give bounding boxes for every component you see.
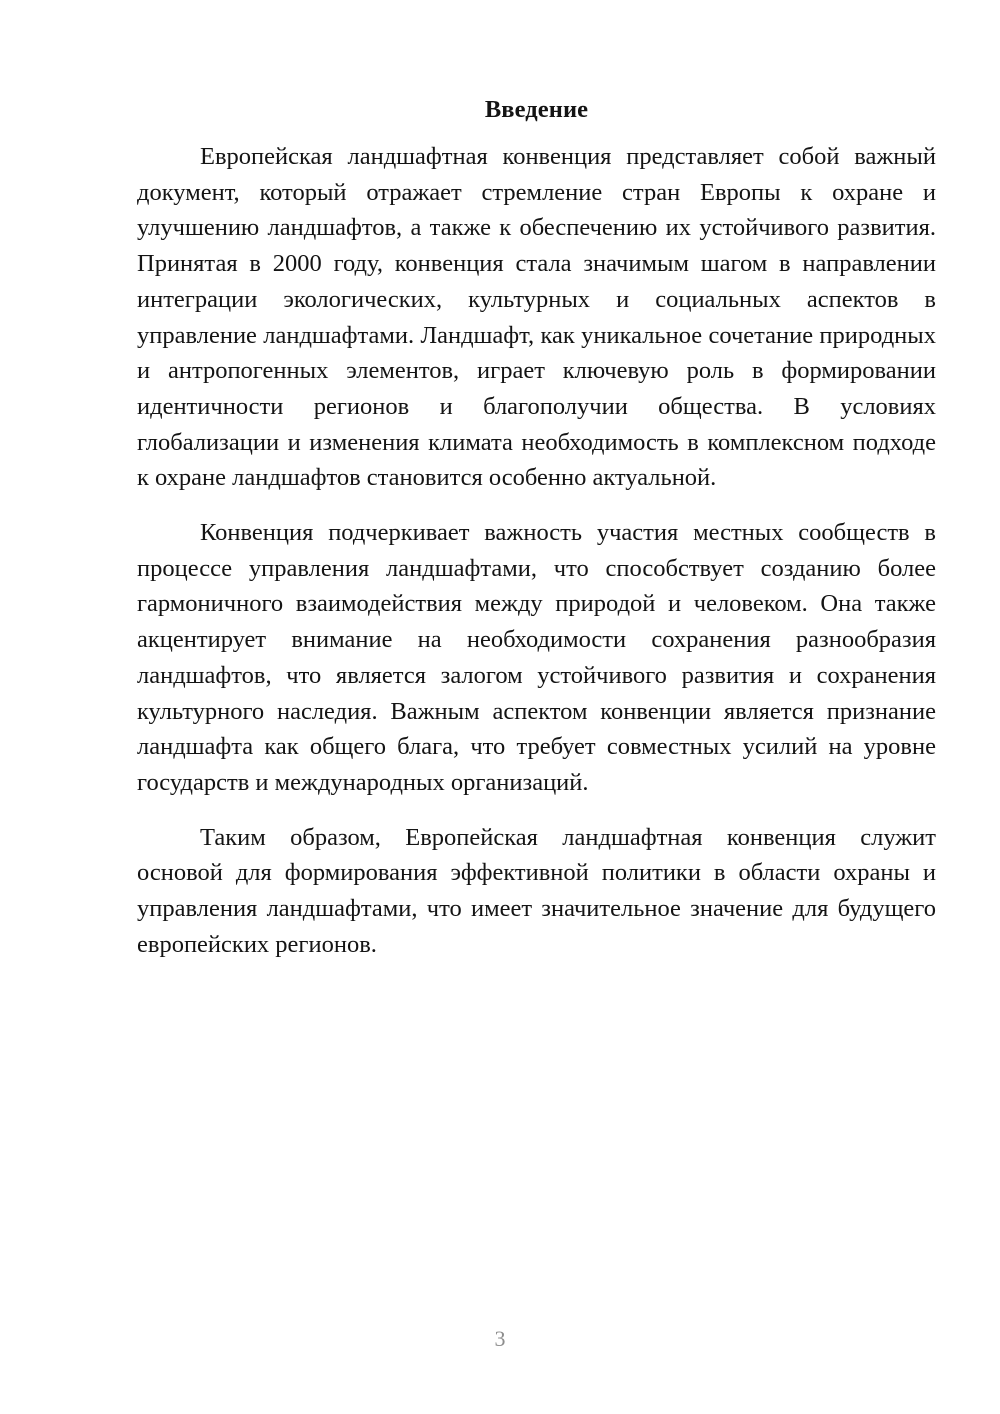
page-number: 3 xyxy=(494,1326,506,1351)
body-paragraph-2: Конвенция подчеркивает важность участия местных сообществ в процессе управления ландшафтами, что способствует созданию более гармоничного взаимодействия между природой и человеком. Она также акцентирует внимание на необходимости сохранения разнообразия ландшафтов, что является залогом устойчивого развития и сохранения культурного наследия. Важным аспектом конвенции является признание ландшафта как общего блага, что требует совместных усилий на уровне государств и международных организаций. xyxy=(137,519,936,796)
page-title: Введение xyxy=(484,96,589,123)
body-paragraph-3: Таким образом, Европейская ландшафтная конвенция служит основой для формирования эффективной политики в области охраны и управления ландшафтами, что имеет значительное значение для будущего европейских регионов. xyxy=(137,823,936,958)
page-content xyxy=(137,92,936,962)
body-paragraph-1: Европейская ландшафтная конвенция представляет собой важный документ, который отражает стремление стран Европы к охране и улучшению ландшафтов, а также к обеспечению их устойчивого развития. Принятая в 2000 году, конвенция стала значимым шагом в направлении интеграции экологических, культурных и социальных аспектов в управление ландшафтами. Ландшафт, как уникальное сочетание природных и антропогенных элементов, играет ключевую роль в формировании идентичности регионов и благополучии общества. В условиях глобализации и изменения климата необходимость в комплексном подходе к охране ландшафтов становится особенно актуальной. xyxy=(137,143,936,492)
